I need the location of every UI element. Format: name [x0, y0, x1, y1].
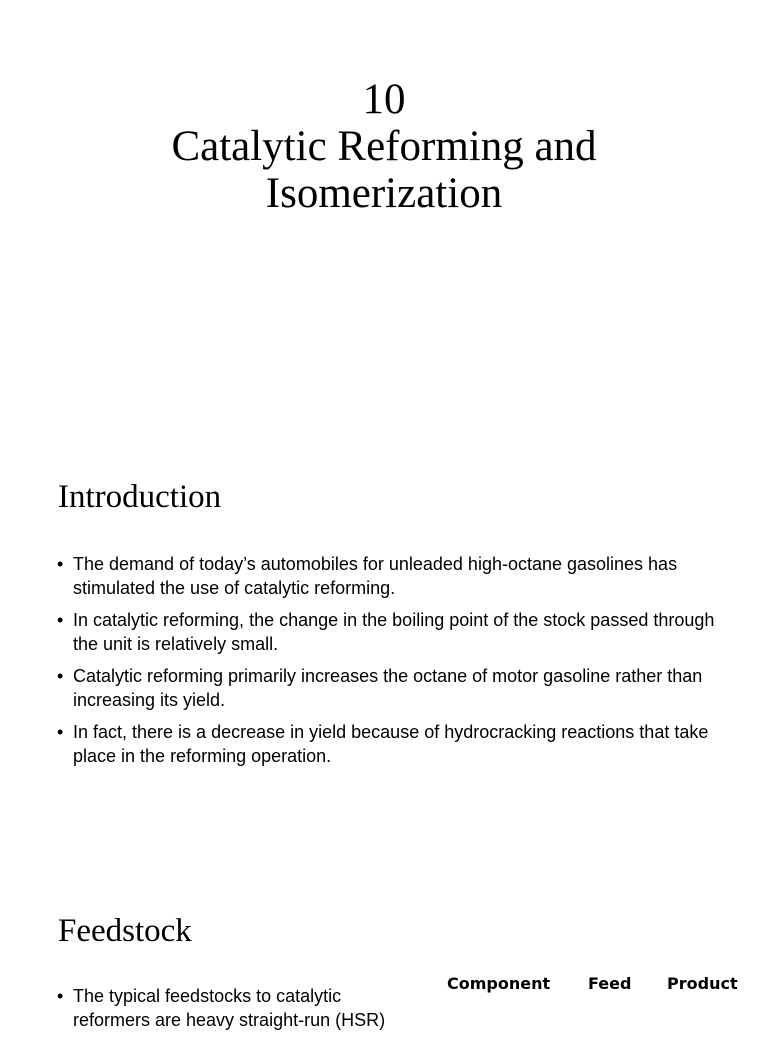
bullet-text: In fact, there is a decrease in yield because of hydrocracking reactions that take place in the reforming operation.: [73, 722, 709, 766]
column-header-product: Product: [667, 974, 738, 993]
column-header-feed: Feed: [588, 974, 632, 993]
bullet-icon: •: [57, 610, 64, 630]
bullet-icon: •: [57, 666, 64, 686]
feedstock-slide: [0, 864, 768, 1030]
feedstock-heading: Feedstock: [58, 913, 192, 949]
chapter-number: 10: [362, 76, 406, 123]
list-item: [57, 984, 417, 1032]
title-line-2: Isomerization: [265, 170, 503, 217]
column-header-component: Component: [447, 974, 551, 993]
feedstock-bullet-list: [57, 984, 417, 1040]
list-item: [57, 608, 737, 656]
title-line-1: Catalytic Reforming and: [171, 123, 597, 170]
introduction-slide: [0, 432, 768, 864]
introduction-bullet-list: [57, 552, 737, 776]
bullet-icon: •: [57, 722, 64, 742]
bullet-text: The demand of today’s automobiles for unleaded high-octane gasolines has stimulated the use of catalytic reforming.: [73, 554, 678, 598]
introduction-heading: Introduction: [58, 479, 222, 515]
title-slide: [0, 0, 768, 432]
list-item: [57, 720, 737, 768]
bullet-text: In catalytic reforming, the change in the boiling point of the stock passed through the unit is relatively small.: [73, 610, 715, 654]
bullet-text: The typical feedstocks to catalytic reformers are heavy straight-run (HSR): [73, 986, 386, 1030]
bullet-text: Catalytic reforming primarily increases the octane of motor gasoline rather than increasing its yield.: [73, 666, 703, 710]
list-item: [57, 664, 737, 712]
bullet-icon: •: [57, 986, 64, 1006]
bullet-icon: •: [57, 554, 64, 574]
list-item: [57, 552, 737, 600]
slide-title: [0, 76, 768, 217]
